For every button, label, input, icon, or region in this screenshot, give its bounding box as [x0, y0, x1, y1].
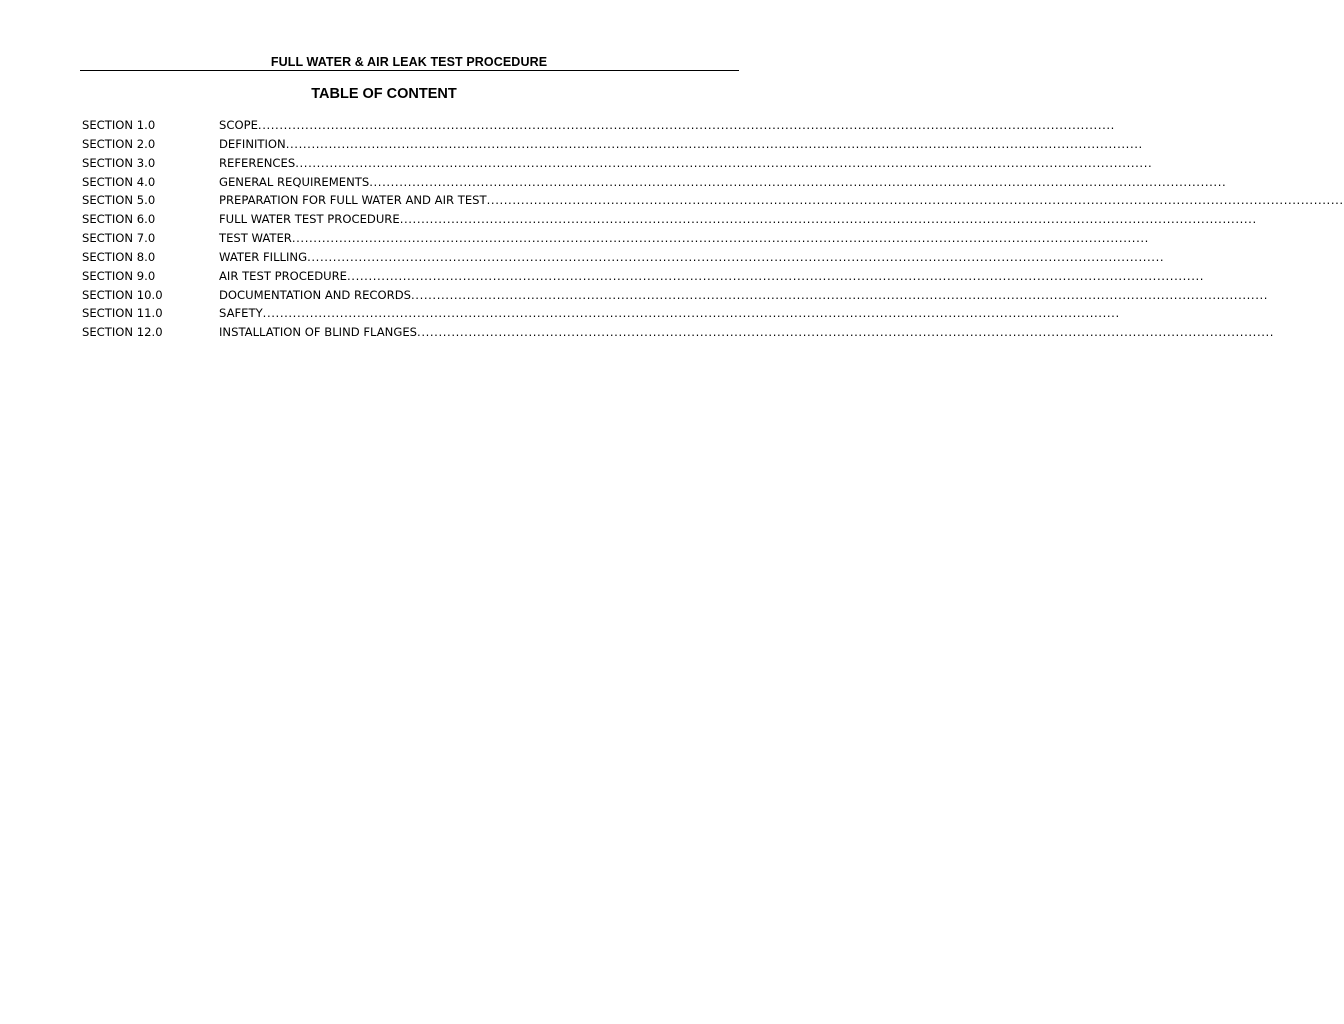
toc-section-number: SECTION 9.0	[82, 268, 156, 283]
toc-section-title: WATER FILLING	[219, 249, 308, 264]
toc-item	[82, 154, 1153, 173]
toc-section-title: INSTALLATION OF BLIND FLANGES	[219, 325, 418, 340]
toc-item	[82, 135, 1143, 154]
toc-dot-leader: ........................................................................................................................................................................................................	[486, 193, 1344, 208]
toc-section-number: SECTION 5.0	[82, 193, 156, 208]
toc-section-number: SECTION 10.0	[82, 287, 163, 302]
toc-section-title: PREPARATION FOR FULL WATER AND AIR TEST	[219, 193, 487, 208]
toc-item	[82, 323, 1275, 342]
toc-item	[82, 267, 1205, 286]
toc-section-number: SECTION 12.0	[82, 325, 163, 340]
toc-section-title: SAFETY	[219, 306, 263, 321]
document-header-title: FULL WATER & AIR LEAK TEST PROCEDURE	[270, 55, 548, 69]
toc-item	[82, 191, 1344, 210]
toc-item	[82, 304, 1120, 323]
toc-dot-leader: ........................................................................................................................................................................................................	[262, 306, 1120, 321]
toc-section-number: SECTION 6.0	[82, 212, 156, 227]
toc-item	[82, 286, 1269, 305]
toc-section-number: SECTION 1.0	[82, 118, 156, 132]
header-divider	[80, 70, 739, 71]
toc-section-number: SECTION 8.0	[82, 249, 156, 264]
toc-section-number: SECTION 4.0	[82, 174, 156, 189]
toc-section-title: DOCUMENTATION AND RECORDS	[219, 287, 411, 302]
toc-dot-leader: ........................................................................................................................................................................................................	[291, 231, 1149, 246]
toc-item	[82, 229, 1149, 248]
toc-dot-leader: ........................................................................................................................................................................................................	[285, 136, 1143, 151]
toc-section-title: AIR TEST PROCEDURE	[219, 268, 348, 283]
toc-heading: TABLE OF CONTENT	[311, 86, 457, 102]
toc-dot-leader: ........................................................................................................................................................................................................	[399, 212, 1257, 227]
toc-section-title: FULL WATER TEST PROCEDURE	[219, 212, 400, 227]
toc-section-title: TEST WATER	[219, 231, 292, 246]
toc-item	[82, 116, 1115, 135]
toc-item	[82, 248, 1165, 267]
toc-section-title: DEFINITION	[219, 136, 286, 151]
toc-section-number: SECTION 7.0	[82, 231, 156, 246]
toc-dot-leader: ........................................................................................................................................................................................................	[295, 155, 1153, 170]
toc-dot-leader: ........................................................................................................................................................................................................	[369, 174, 1227, 189]
toc-dot-leader: ........................................................................................................................................................................................................	[347, 268, 1205, 283]
toc-section-number: SECTION 2.0	[82, 136, 156, 151]
toc-dot-leader: ........................................................................................................................................................................................................	[417, 325, 1275, 340]
toc-section-title: REFERENCES	[219, 155, 296, 170]
toc-section-title: SCOPE	[219, 118, 258, 132]
toc-dot-leader: ........................................................................................................................................................................................................	[307, 249, 1165, 264]
table-of-contents	[82, 116, 1344, 342]
toc-item	[82, 210, 1257, 229]
toc-item	[82, 173, 1227, 192]
toc-dot-leader: ........................................................................................................................................................................................................	[257, 118, 1115, 132]
toc-dot-leader: ........................................................................................................................................................................................................	[411, 287, 1269, 302]
toc-section-number: SECTION 11.0	[82, 306, 163, 321]
toc-section-title: GENERAL REQUIREMENTS	[219, 174, 370, 189]
toc-section-number: SECTION 3.0	[82, 155, 156, 170]
